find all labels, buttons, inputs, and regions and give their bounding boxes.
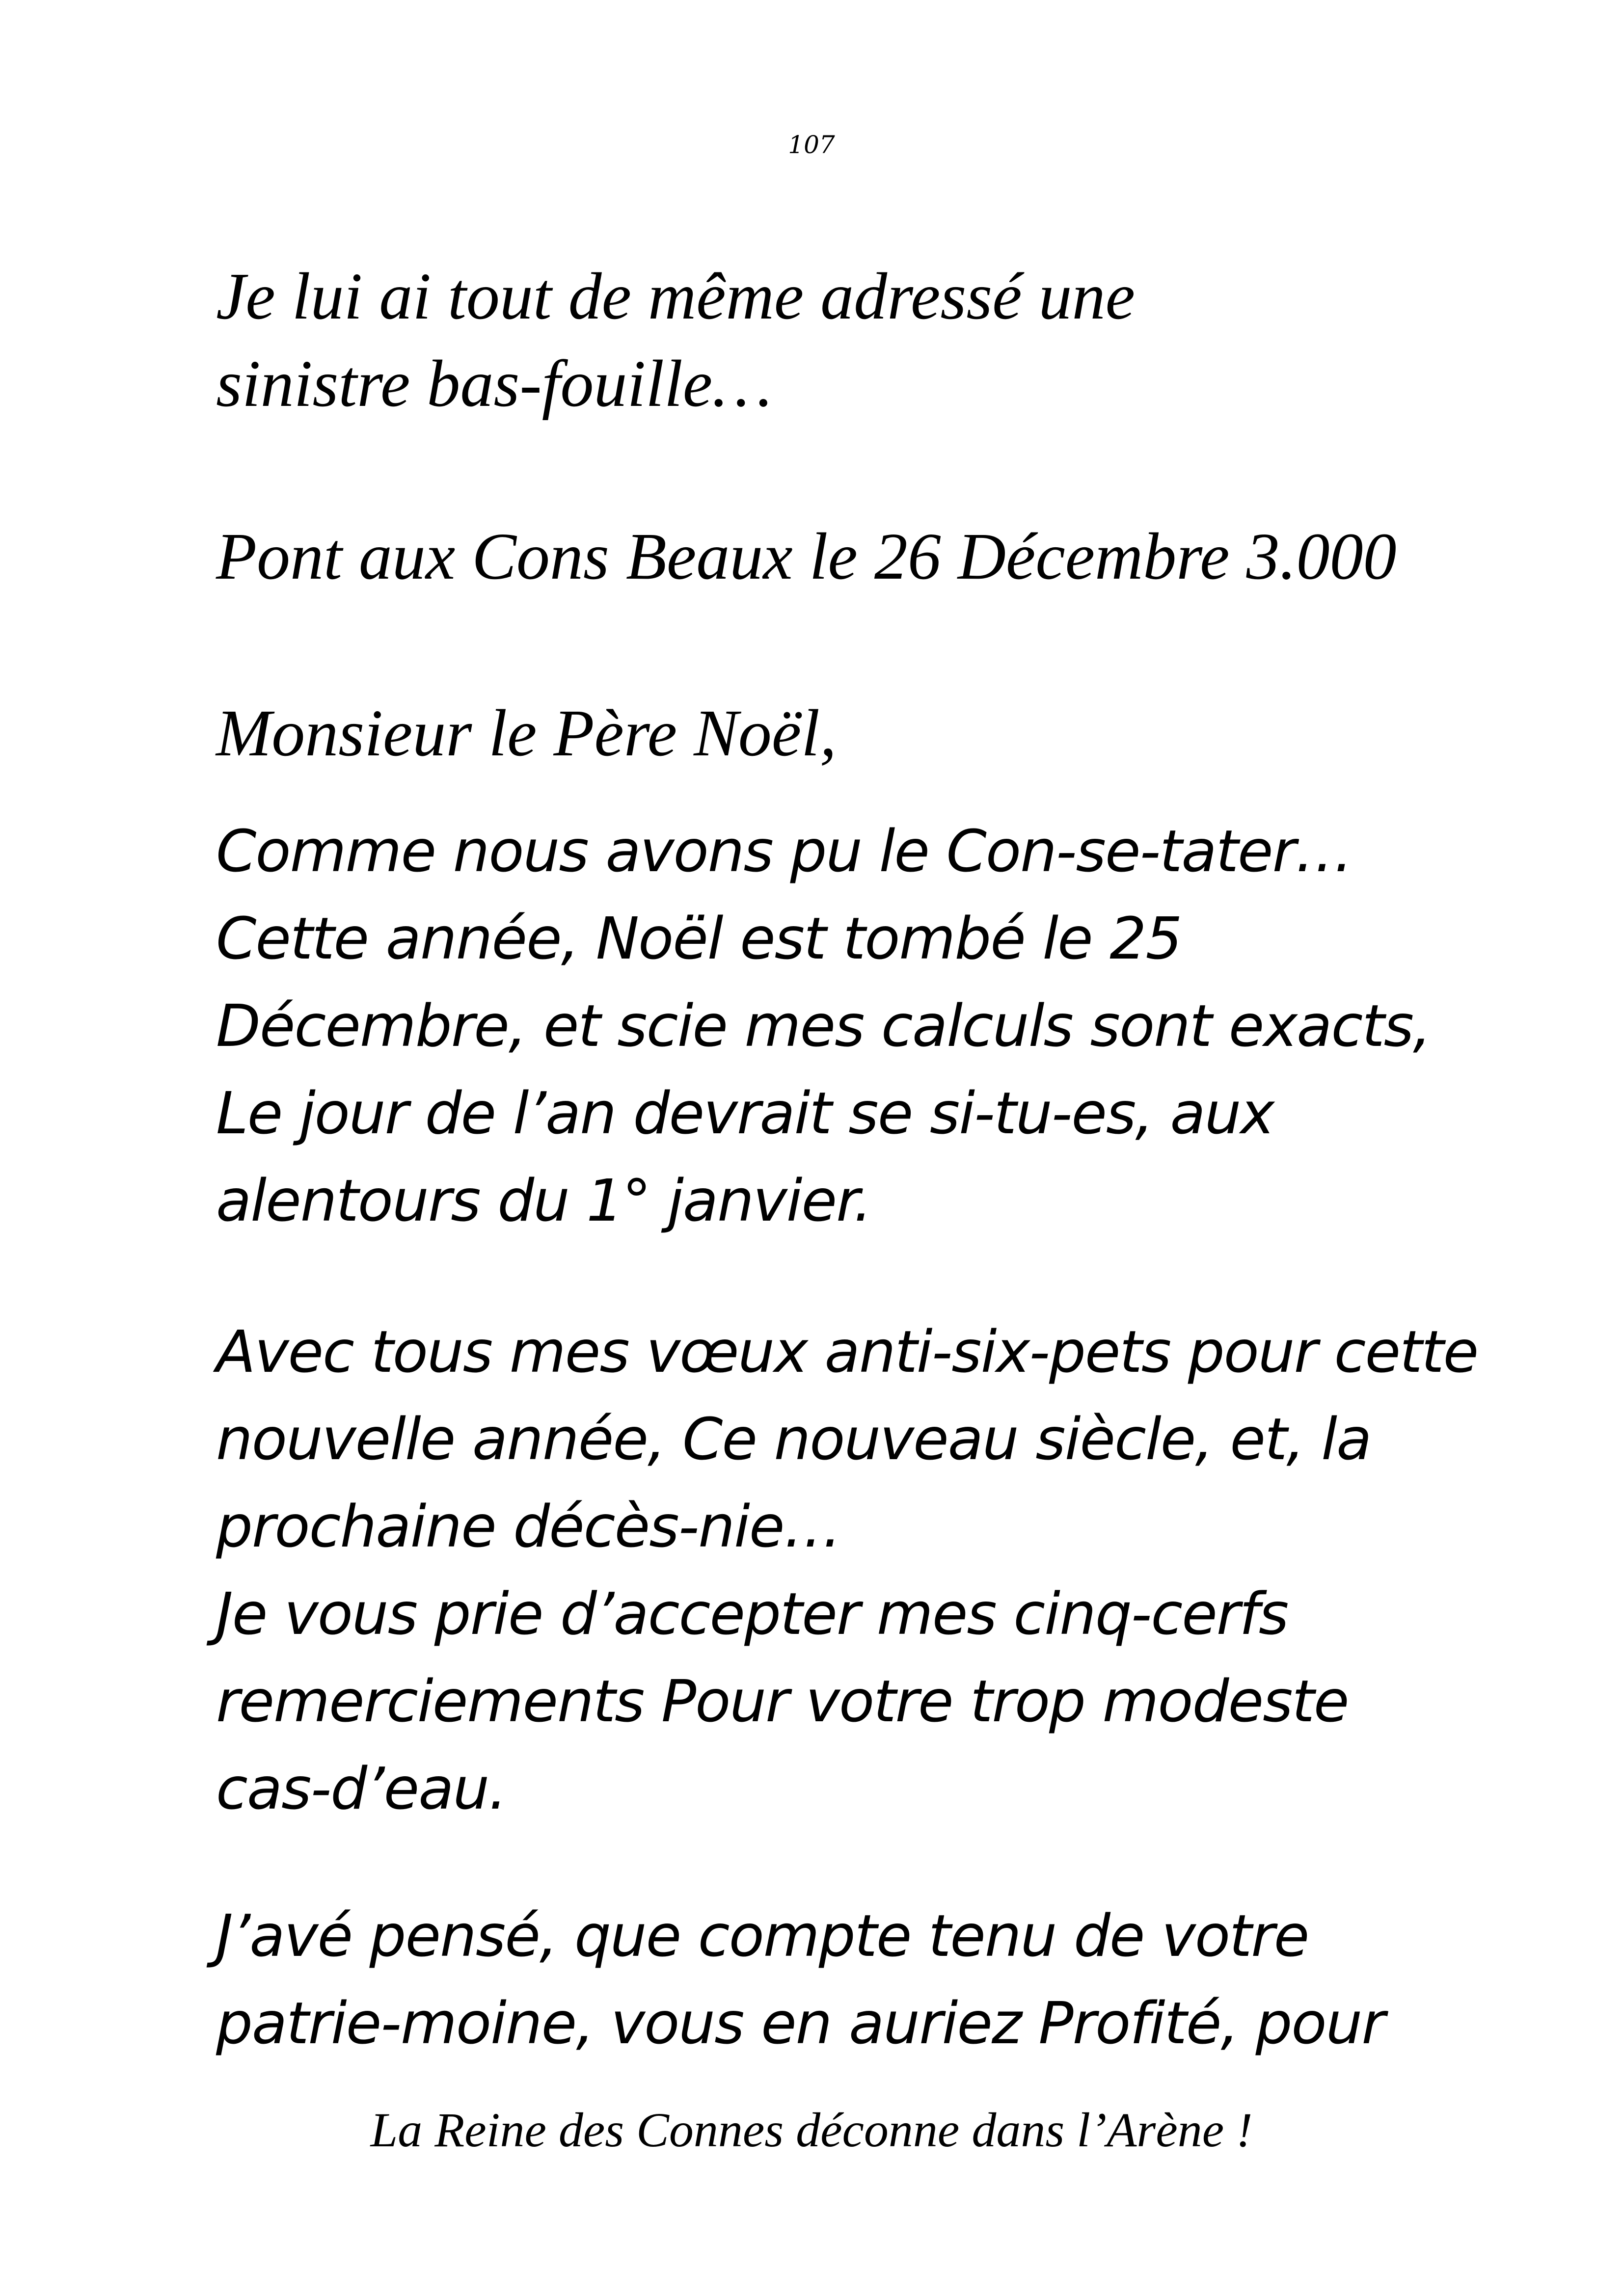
letter-salutation: Monsieur le Père Noël, <box>216 696 837 770</box>
letter-dateline: Pont aux Cons Beaux le 26 Décembre 3.000 <box>216 520 1397 593</box>
letter-paragraph-1 <box>216 807 1542 1244</box>
letter-paragraph-3 <box>216 1892 1542 2067</box>
paragraph-line: Comme nous avons pu le Con-se-tater… <box>216 817 1352 885</box>
paragraph-line: Je vous prie d’accepter mes cinq-cerfs <box>216 1580 1288 1648</box>
paragraph-line: Avec tous mes vœux anti-six-pets pour cette <box>216 1318 1478 1386</box>
paragraph-line: J’avé pensé, que compte tenu de votre <box>216 1902 1309 1970</box>
intro-line: Je lui ai tout de même adressé une <box>216 260 1135 333</box>
paragraph-line: remerciements Pour votre trop modeste <box>216 1667 1349 1735</box>
intro-line: sinistre bas-fouille… <box>216 347 772 421</box>
paragraph-line: prochaine décès-nie… <box>216 1493 841 1560</box>
page-number: 107 <box>788 131 835 159</box>
paragraph-line: nouvelle année, Ce nouveau siècle, et, la <box>216 1405 1371 1473</box>
letter-paragraph-2 <box>216 1308 1542 1832</box>
paragraph-line: Le jour de l’an devrait se si-tu-es, aux <box>216 1079 1274 1147</box>
paragraph-line: Décembre, et scie mes calculs sont exacts, <box>216 992 1431 1060</box>
paragraph-line: Cette année, Noël est tombé le 25 <box>216 905 1182 972</box>
paragraph-line: patrie-moine, vous en auriez Profité, pour <box>216 1989 1384 2057</box>
paragraph-line: cas-d’eau. <box>216 1755 506 1822</box>
running-footer: La Reine des Connes déconne dans l’Arène ! <box>370 2103 1253 2157</box>
paragraph-line: alentours du 1° janvier. <box>216 1167 871 1234</box>
intro-paragraph <box>216 253 1542 427</box>
